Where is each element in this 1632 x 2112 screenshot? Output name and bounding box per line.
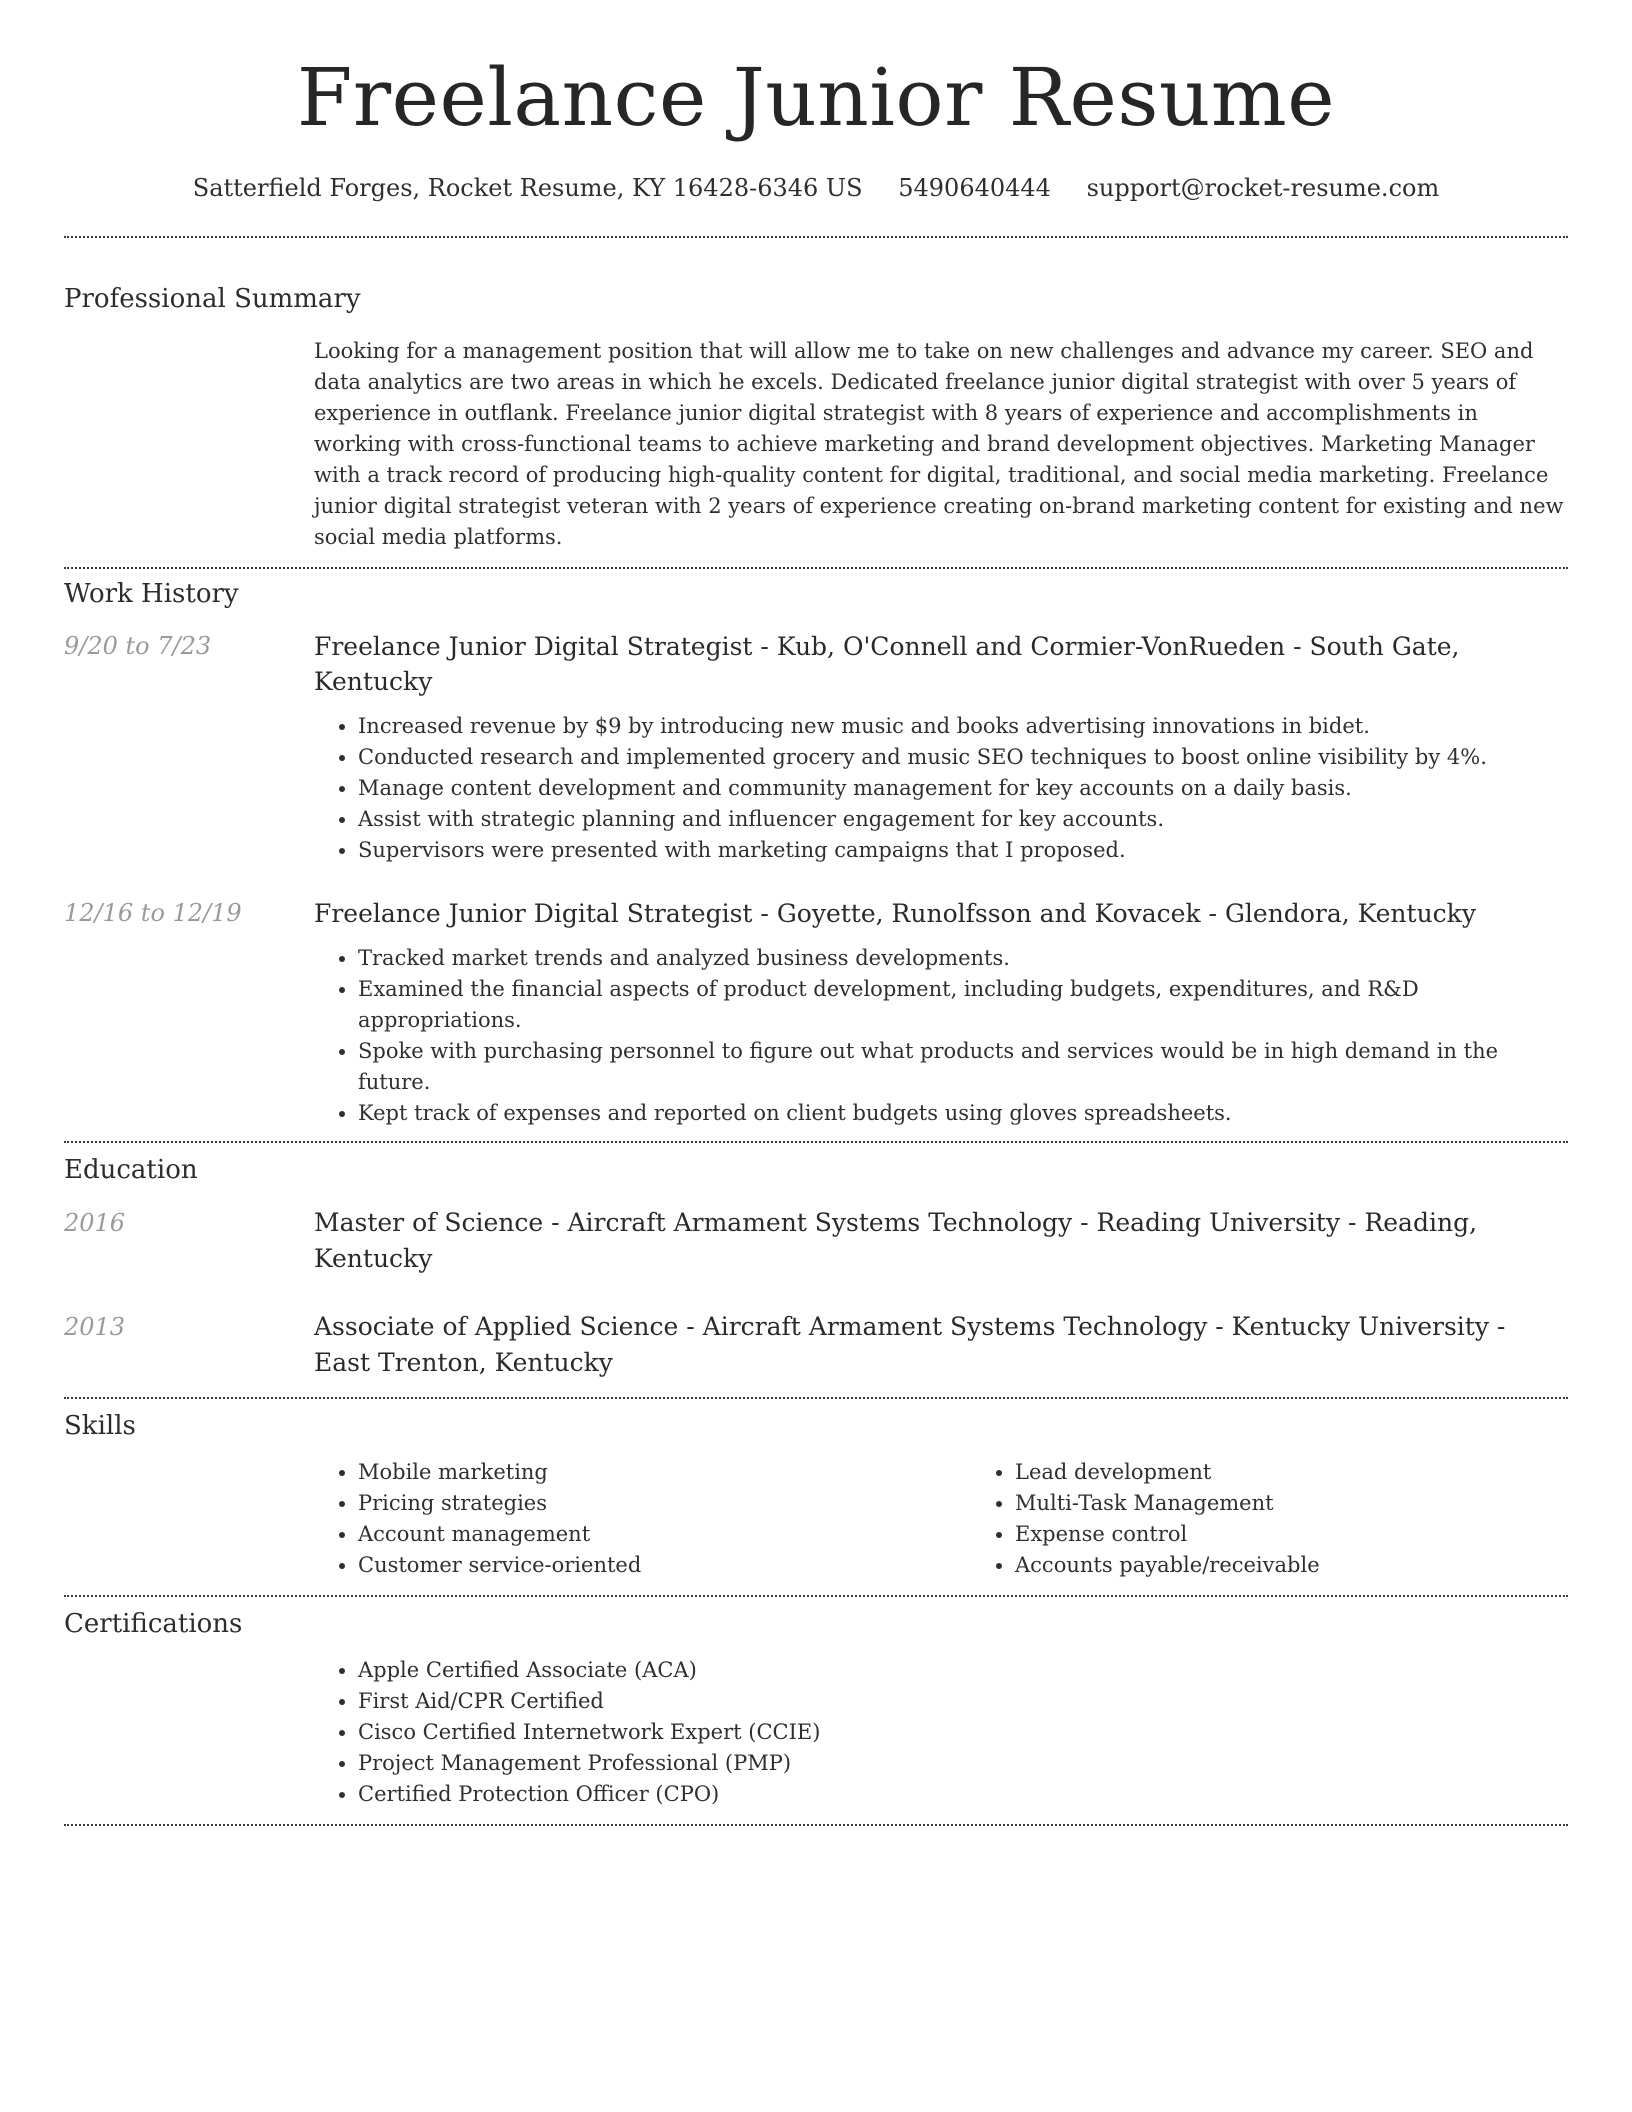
certification-item: • Certified Protection Officer (CPO) bbox=[358, 1779, 1568, 1810]
job-bullet: • Supervisors were presented with marketing campaigns that I proposed. bbox=[358, 835, 1568, 866]
contact-email: support@rocket-resume.com bbox=[1086, 174, 1440, 202]
contact-phone: 5490640444 bbox=[898, 174, 1051, 202]
job-bullet: • Spoke with purchasing personnel to figure out what products and services would be in high demand in the future. bbox=[358, 1036, 1568, 1098]
skills-list-left bbox=[314, 1457, 971, 1581]
contact-address: Satterfield Forges, Rocket Resume, KY 16428-6346 US bbox=[192, 174, 863, 202]
skill-item: • Account management bbox=[358, 1519, 971, 1550]
skill-item: • Pricing strategies bbox=[358, 1488, 971, 1519]
skill-item: • Lead development bbox=[1015, 1457, 1628, 1488]
education-heading: Associate of Applied Science - Aircraft Armament Systems Technology - Kentucky University - East Trenton, Kentucky bbox=[314, 1312, 1506, 1377]
summary-title: Professional Summary bbox=[64, 284, 361, 314]
job-bullet: • Assist with strategic planning and influencer engagement for key accounts. bbox=[358, 804, 1568, 835]
job-dates: 12/16 to 12/19 bbox=[64, 899, 242, 927]
certification-item: • Project Management Professional (PMP) bbox=[358, 1748, 1568, 1779]
education-title: Education bbox=[64, 1155, 198, 1185]
education-year: 2013 bbox=[64, 1313, 126, 1341]
certification-item: • Apple Certified Associate (ACA) bbox=[358, 1655, 1568, 1686]
certifications-section bbox=[64, 1597, 1568, 1810]
education-entry bbox=[64, 1309, 1568, 1381]
job-bullet: • Kept track of expenses and reported on client budgets using gloves spreadsheets. bbox=[358, 1098, 1568, 1129]
certifications-title: Certifications bbox=[64, 1609, 243, 1639]
skill-item: • Accounts payable/receivable bbox=[1015, 1550, 1628, 1581]
skill-item: • Multi-Task Management bbox=[1015, 1488, 1628, 1519]
education-section bbox=[64, 1143, 1568, 1381]
education-heading: Master of Science - Aircraft Armament Systems Technology - Reading University - Reading, Kentucky bbox=[314, 1208, 1478, 1273]
certification-item: • First Aid/CPR Certified bbox=[358, 1686, 1568, 1717]
job-heading: Freelance Junior Digital Strategist - Kub, O'Connell and Cormier-VonRueden - South Gate, Kentucky bbox=[314, 632, 1460, 696]
job-bullets bbox=[314, 711, 1568, 866]
resume-name: Freelance Junior Resume bbox=[296, 51, 1336, 144]
job-bullet: • Manage content development and community management for key accounts on a daily basis. bbox=[358, 773, 1568, 804]
job-bullet: • Increased revenue by $9 by introducing new music and books advertising innovations in bidet. bbox=[358, 711, 1568, 742]
summary-text: Looking for a management position that will allow me to take on new challenges and advance my career. SEO and data analytics are two areas in which he excels. Dedicated freelance junior digital strategist with over 5 years of experience in outflank. Freelance junior digital strategist with 8 years of experience and accomplishments in working with cross-functional teams to achieve marketing and brand development objectives. Marketing Manager with a track record of producing high-quality content for digital, traditional, and social media marketing. Freelance junior digital strategist veteran with 2 years of experience creating on-brand marketing content for existing and new social media platforms. bbox=[314, 339, 1564, 549]
job-dates: 9/20 to 7/23 bbox=[64, 632, 212, 660]
skills-title: Skills bbox=[64, 1411, 136, 1441]
job-bullets bbox=[314, 943, 1568, 1129]
job-entry bbox=[64, 896, 1568, 1129]
certifications-list bbox=[314, 1655, 1568, 1810]
certifications-divider bbox=[64, 1824, 1568, 1826]
work-history-title: Work History bbox=[64, 579, 239, 609]
skills-section bbox=[64, 1399, 1568, 1581]
certification-item: • Cisco Certified Internetwork Expert (CCIE) bbox=[358, 1717, 1568, 1748]
skills-list-right bbox=[971, 1457, 1628, 1581]
contact-line bbox=[64, 174, 1568, 202]
job-heading: Freelance Junior Digital Strategist - Goyette, Runolfsson and Kovacek - Glendora, Kentucky bbox=[314, 899, 1476, 928]
skill-item: • Expense control bbox=[1015, 1519, 1628, 1550]
skill-item: • Mobile marketing bbox=[358, 1457, 971, 1488]
summary-section bbox=[64, 238, 1568, 553]
job-bullet: • Examined the financial aspects of product development, including budgets, expenditures, and R&D appropriations. bbox=[358, 974, 1568, 1036]
job-entry bbox=[64, 629, 1568, 866]
education-entry bbox=[64, 1205, 1568, 1277]
education-year: 2016 bbox=[64, 1209, 126, 1237]
job-bullet: • Tracked market trends and analyzed business developments. bbox=[358, 943, 1568, 974]
skills-grid bbox=[314, 1457, 1628, 1581]
skill-item: • Customer service-oriented bbox=[358, 1550, 971, 1581]
job-bullet: • Conducted research and implemented grocery and music SEO techniques to boost online visibility by 4%. bbox=[358, 742, 1568, 773]
work-history-section bbox=[64, 569, 1568, 1129]
